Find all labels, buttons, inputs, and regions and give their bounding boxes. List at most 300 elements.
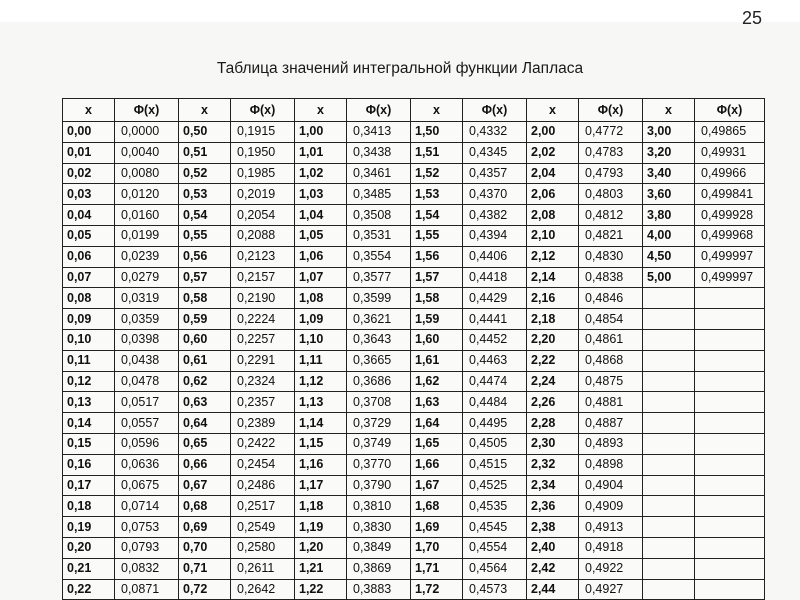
phi-value-cell: 0,2088: [231, 225, 295, 246]
phi-value-cell: 0,4545: [463, 517, 527, 538]
x-value-cell: 2,36: [527, 496, 579, 517]
empty-cell: [643, 371, 695, 392]
x-value-cell: 0,22: [63, 579, 115, 600]
empty-cell: [643, 517, 695, 538]
x-value-cell: 3,80: [643, 205, 695, 226]
phi-value-cell: 0,3438: [347, 142, 411, 163]
x-value-cell: 1,06: [295, 246, 347, 267]
x-value-cell: 0,08: [63, 288, 115, 309]
phi-value-cell: 0,4861: [579, 329, 643, 350]
x-value-cell: 0,52: [179, 163, 231, 184]
table-row: [63, 267, 765, 288]
phi-value-cell: 0,499928: [695, 205, 765, 226]
phi-value-cell: 0,0438: [115, 350, 179, 371]
x-value-cell: 1,13: [295, 392, 347, 413]
phi-value-cell: 0,4357: [463, 163, 527, 184]
x-value-cell: 1,11: [295, 350, 347, 371]
phi-value-cell: 0,49966: [695, 163, 765, 184]
empty-cell: [695, 392, 765, 413]
column-header-phi: Φ(x): [463, 99, 527, 122]
phi-value-cell: 0,2642: [231, 579, 295, 600]
empty-cell: [643, 329, 695, 350]
x-value-cell: 1,53: [411, 184, 463, 205]
x-value-cell: 0,01: [63, 142, 115, 163]
x-value-cell: 0,04: [63, 205, 115, 226]
phi-value-cell: 0,2257: [231, 329, 295, 350]
phi-value-cell: 0,3790: [347, 475, 411, 496]
x-value-cell: 0,18: [63, 496, 115, 517]
empty-cell: [643, 475, 695, 496]
x-value-cell: 0,00: [63, 122, 115, 143]
x-value-cell: 2,12: [527, 246, 579, 267]
phi-value-cell: 0,2517: [231, 496, 295, 517]
phi-value-cell: 0,1950: [231, 142, 295, 163]
phi-value-cell: 0,4564: [463, 558, 527, 579]
phi-value-cell: 0,3849: [347, 537, 411, 558]
phi-value-cell: 0,2324: [231, 371, 295, 392]
phi-value-cell: 0,4887: [579, 413, 643, 434]
phi-value-cell: 0,499997: [695, 246, 765, 267]
phi-value-cell: 0,3686: [347, 371, 411, 392]
phi-value-cell: 0,2486: [231, 475, 295, 496]
phi-value-cell: 0,3749: [347, 433, 411, 454]
table-row: [63, 454, 765, 475]
phi-value-cell: 0,3461: [347, 163, 411, 184]
empty-cell: [695, 413, 765, 434]
phi-value-cell: 0,0279: [115, 267, 179, 288]
x-value-cell: 0,06: [63, 246, 115, 267]
empty-cell: [695, 517, 765, 538]
x-value-cell: 0,56: [179, 246, 231, 267]
phi-value-cell: 0,4554: [463, 537, 527, 558]
table-row: [63, 288, 765, 309]
phi-value-cell: 0,0478: [115, 371, 179, 392]
table-header-row: [63, 99, 765, 122]
phi-value-cell: 0,3621: [347, 309, 411, 330]
column-header-phi: Φ(x): [115, 99, 179, 122]
phi-value-cell: 0,49931: [695, 142, 765, 163]
x-value-cell: 2,00: [527, 122, 579, 143]
phi-value-cell: 0,0040: [115, 142, 179, 163]
table-row: [63, 537, 765, 558]
x-value-cell: 1,00: [295, 122, 347, 143]
x-value-cell: 1,16: [295, 454, 347, 475]
x-value-cell: 1,64: [411, 413, 463, 434]
x-value-cell: 1,72: [411, 579, 463, 600]
x-value-cell: 2,44: [527, 579, 579, 600]
table-row: [63, 309, 765, 330]
phi-value-cell: 0,4463: [463, 350, 527, 371]
x-value-cell: 1,15: [295, 433, 347, 454]
phi-value-cell: 0,499841: [695, 184, 765, 205]
empty-cell: [643, 537, 695, 558]
phi-value-cell: 0,4573: [463, 579, 527, 600]
table-row: [63, 371, 765, 392]
x-value-cell: 1,08: [295, 288, 347, 309]
table-row: [63, 413, 765, 434]
x-value-cell: 0,66: [179, 454, 231, 475]
empty-cell: [695, 309, 765, 330]
x-value-cell: 0,57: [179, 267, 231, 288]
phi-value-cell: 0,0359: [115, 309, 179, 330]
table-row: [63, 142, 765, 163]
phi-value-cell: 0,4922: [579, 558, 643, 579]
x-value-cell: 0,69: [179, 517, 231, 538]
table-row: [63, 579, 765, 600]
x-value-cell: 1,67: [411, 475, 463, 496]
x-value-cell: 1,63: [411, 392, 463, 413]
column-header-x: x: [295, 99, 347, 122]
column-header-phi: Φ(x): [347, 99, 411, 122]
phi-value-cell: 0,0832: [115, 558, 179, 579]
x-value-cell: 1,55: [411, 225, 463, 246]
x-value-cell: 2,34: [527, 475, 579, 496]
phi-value-cell: 0,3485: [347, 184, 411, 205]
x-value-cell: 0,07: [63, 267, 115, 288]
phi-value-cell: 0,4868: [579, 350, 643, 371]
phi-value-cell: 0,3413: [347, 122, 411, 143]
phi-value-cell: 0,4332: [463, 122, 527, 143]
table-title: Таблица значений интегральной функции Лапласа: [216, 60, 584, 77]
x-value-cell: 1,50: [411, 122, 463, 143]
x-value-cell: 1,09: [295, 309, 347, 330]
x-value-cell: 1,66: [411, 454, 463, 475]
phi-value-cell: 0,0398: [115, 329, 179, 350]
table-row: [63, 246, 765, 267]
phi-value-cell: 0,3830: [347, 517, 411, 538]
x-value-cell: 2,10: [527, 225, 579, 246]
phi-value-cell: 0,1985: [231, 163, 295, 184]
phi-value-cell: 0,0793: [115, 537, 179, 558]
phi-value-cell: 0,3729: [347, 413, 411, 434]
x-value-cell: 0,62: [179, 371, 231, 392]
x-value-cell: 2,16: [527, 288, 579, 309]
phi-value-cell: 0,499997: [695, 267, 765, 288]
x-value-cell: 0,50: [179, 122, 231, 143]
table-row: [63, 329, 765, 350]
table-row: [63, 433, 765, 454]
empty-cell: [695, 537, 765, 558]
x-value-cell: 1,20: [295, 537, 347, 558]
x-value-cell: 1,54: [411, 205, 463, 226]
empty-cell: [695, 475, 765, 496]
x-value-cell: 0,61: [179, 350, 231, 371]
phi-value-cell: 0,2611: [231, 558, 295, 579]
x-value-cell: 0,20: [63, 537, 115, 558]
empty-cell: [643, 454, 695, 475]
phi-value-cell: 0,49865: [695, 122, 765, 143]
x-value-cell: 2,14: [527, 267, 579, 288]
phi-value-cell: 0,4525: [463, 475, 527, 496]
phi-value-cell: 0,4394: [463, 225, 527, 246]
phi-value-cell: 0,4345: [463, 142, 527, 163]
x-value-cell: 3,40: [643, 163, 695, 184]
x-value-cell: 0,65: [179, 433, 231, 454]
phi-value-cell: 0,4854: [579, 309, 643, 330]
x-value-cell: 1,01: [295, 142, 347, 163]
x-value-cell: 1,60: [411, 329, 463, 350]
x-value-cell: 1,57: [411, 267, 463, 288]
x-value-cell: 1,62: [411, 371, 463, 392]
x-value-cell: 2,26: [527, 392, 579, 413]
column-header-x: x: [527, 99, 579, 122]
empty-cell: [643, 392, 695, 413]
column-header-x: x: [643, 99, 695, 122]
x-value-cell: 0,67: [179, 475, 231, 496]
x-value-cell: 2,24: [527, 371, 579, 392]
phi-value-cell: 0,3810: [347, 496, 411, 517]
x-value-cell: 1,12: [295, 371, 347, 392]
table-row: [63, 517, 765, 538]
x-value-cell: 0,17: [63, 475, 115, 496]
phi-value-cell: 0,0120: [115, 184, 179, 205]
x-value-cell: 0,12: [63, 371, 115, 392]
phi-value-cell: 0,4505: [463, 433, 527, 454]
phi-value-cell: 0,0319: [115, 288, 179, 309]
phi-value-cell: 0,2422: [231, 433, 295, 454]
x-value-cell: 0,58: [179, 288, 231, 309]
phi-value-cell: 0,2190: [231, 288, 295, 309]
phi-value-cell: 0,2454: [231, 454, 295, 475]
x-value-cell: 2,42: [527, 558, 579, 579]
phi-value-cell: 0,4406: [463, 246, 527, 267]
empty-cell: [695, 496, 765, 517]
x-value-cell: 0,70: [179, 537, 231, 558]
x-value-cell: 1,68: [411, 496, 463, 517]
x-value-cell: 0,02: [63, 163, 115, 184]
phi-value-cell: 0,0080: [115, 163, 179, 184]
empty-cell: [695, 288, 765, 309]
phi-value-cell: 0,2157: [231, 267, 295, 288]
phi-value-cell: 0,3665: [347, 350, 411, 371]
x-value-cell: 2,28: [527, 413, 579, 434]
x-value-cell: 0,55: [179, 225, 231, 246]
phi-value-cell: 0,3531: [347, 225, 411, 246]
x-value-cell: 2,32: [527, 454, 579, 475]
phi-value-cell: 0,0596: [115, 433, 179, 454]
phi-value-cell: 0,0160: [115, 205, 179, 226]
phi-value-cell: 0,4904: [579, 475, 643, 496]
x-value-cell: 0,05: [63, 225, 115, 246]
phi-value-cell: 0,4535: [463, 496, 527, 517]
empty-cell: [643, 558, 695, 579]
phi-value-cell: 0,4898: [579, 454, 643, 475]
empty-cell: [695, 558, 765, 579]
x-value-cell: 0,15: [63, 433, 115, 454]
table-row: [63, 392, 765, 413]
x-value-cell: 0,03: [63, 184, 115, 205]
phi-value-cell: 0,4484: [463, 392, 527, 413]
phi-value-cell: 0,2389: [231, 413, 295, 434]
x-value-cell: 0,16: [63, 454, 115, 475]
phi-value-cell: 0,4881: [579, 392, 643, 413]
phi-value-cell: 0,2123: [231, 246, 295, 267]
x-value-cell: 2,04: [527, 163, 579, 184]
phi-value-cell: 0,1915: [231, 122, 295, 143]
x-value-cell: 1,18: [295, 496, 347, 517]
phi-value-cell: 0,4495: [463, 413, 527, 434]
x-value-cell: 0,11: [63, 350, 115, 371]
phi-value-cell: 0,4418: [463, 267, 527, 288]
x-value-cell: 2,02: [527, 142, 579, 163]
x-value-cell: 0,63: [179, 392, 231, 413]
phi-value-cell: 0,0753: [115, 517, 179, 538]
x-value-cell: 0,09: [63, 309, 115, 330]
x-value-cell: 2,08: [527, 205, 579, 226]
phi-value-cell: 0,3643: [347, 329, 411, 350]
x-value-cell: 0,10: [63, 329, 115, 350]
x-value-cell: 4,00: [643, 225, 695, 246]
empty-cell: [695, 329, 765, 350]
column-header-phi: Φ(x): [231, 99, 295, 122]
empty-cell: [695, 371, 765, 392]
x-value-cell: 1,61: [411, 350, 463, 371]
phi-value-cell: 0,4772: [579, 122, 643, 143]
phi-value-cell: 0,4909: [579, 496, 643, 517]
x-value-cell: 0,72: [179, 579, 231, 600]
table-row: [63, 184, 765, 205]
x-value-cell: 0,19: [63, 517, 115, 538]
x-value-cell: 2,40: [527, 537, 579, 558]
phi-value-cell: 0,4515: [463, 454, 527, 475]
x-value-cell: 2,18: [527, 309, 579, 330]
phi-value-cell: 0,0636: [115, 454, 179, 475]
x-value-cell: 1,03: [295, 184, 347, 205]
phi-value-cell: 0,3508: [347, 205, 411, 226]
x-value-cell: 0,53: [179, 184, 231, 205]
x-value-cell: 3,60: [643, 184, 695, 205]
x-value-cell: 3,00: [643, 122, 695, 143]
phi-value-cell: 0,4838: [579, 267, 643, 288]
table-row: [63, 496, 765, 517]
column-header-phi: Φ(x): [695, 99, 765, 122]
column-header-x: x: [411, 99, 463, 122]
empty-cell: [695, 454, 765, 475]
phi-value-cell: 0,0714: [115, 496, 179, 517]
x-value-cell: 2,06: [527, 184, 579, 205]
phi-value-cell: 0,2224: [231, 309, 295, 330]
phi-value-cell: 0,4382: [463, 205, 527, 226]
phi-value-cell: 0,2357: [231, 392, 295, 413]
x-value-cell: 1,05: [295, 225, 347, 246]
x-value-cell: 1,19: [295, 517, 347, 538]
phi-value-cell: 0,4452: [463, 329, 527, 350]
phi-value-cell: 0,3883: [347, 579, 411, 600]
phi-value-cell: 0,4927: [579, 579, 643, 600]
x-value-cell: 2,38: [527, 517, 579, 538]
phi-value-cell: 0,2549: [231, 517, 295, 538]
x-value-cell: 1,14: [295, 413, 347, 434]
empty-cell: [643, 433, 695, 454]
x-value-cell: 1,22: [295, 579, 347, 600]
phi-value-cell: 0,0557: [115, 413, 179, 434]
x-value-cell: 1,58: [411, 288, 463, 309]
phi-value-cell: 0,0675: [115, 475, 179, 496]
phi-value-cell: 0,4918: [579, 537, 643, 558]
phi-value-cell: 0,4429: [463, 288, 527, 309]
table-row: [63, 475, 765, 496]
phi-value-cell: 0,3599: [347, 288, 411, 309]
x-value-cell: 1,51: [411, 142, 463, 163]
x-value-cell: 0,68: [179, 496, 231, 517]
laplace-table: [62, 98, 765, 600]
x-value-cell: 1,56: [411, 246, 463, 267]
phi-value-cell: 0,4875: [579, 371, 643, 392]
x-value-cell: 1,70: [411, 537, 463, 558]
table-row: [63, 350, 765, 371]
column-header-x: x: [179, 99, 231, 122]
table-row: [63, 225, 765, 246]
phi-value-cell: 0,4846: [579, 288, 643, 309]
x-value-cell: 0,21: [63, 558, 115, 579]
phi-value-cell: 0,3770: [347, 454, 411, 475]
phi-value-cell: 0,3869: [347, 558, 411, 579]
column-header-x: x: [63, 99, 115, 122]
x-value-cell: 2,22: [527, 350, 579, 371]
x-value-cell: 0,54: [179, 205, 231, 226]
x-value-cell: 5,00: [643, 267, 695, 288]
column-header-phi: Φ(x): [579, 99, 643, 122]
x-value-cell: 1,69: [411, 517, 463, 538]
phi-value-cell: 0,0517: [115, 392, 179, 413]
x-value-cell: 1,52: [411, 163, 463, 184]
x-value-cell: 0,71: [179, 558, 231, 579]
phi-value-cell: 0,0239: [115, 246, 179, 267]
phi-value-cell: 0,4441: [463, 309, 527, 330]
x-value-cell: 1,04: [295, 205, 347, 226]
table-row: [63, 558, 765, 579]
phi-value-cell: 0,3577: [347, 267, 411, 288]
x-value-cell: 1,59: [411, 309, 463, 330]
x-value-cell: 1,17: [295, 475, 347, 496]
x-value-cell: 0,13: [63, 392, 115, 413]
phi-value-cell: 0,499968: [695, 225, 765, 246]
empty-cell: [643, 309, 695, 330]
x-value-cell: 2,30: [527, 433, 579, 454]
table-row: [63, 122, 765, 143]
empty-cell: [643, 350, 695, 371]
empty-cell: [643, 288, 695, 309]
phi-value-cell: 0,2291: [231, 350, 295, 371]
x-value-cell: 1,10: [295, 329, 347, 350]
empty-cell: [695, 579, 765, 600]
phi-value-cell: 0,4783: [579, 142, 643, 163]
x-value-cell: 2,20: [527, 329, 579, 350]
phi-value-cell: 0,4370: [463, 184, 527, 205]
x-value-cell: 0,51: [179, 142, 231, 163]
phi-value-cell: 0,0871: [115, 579, 179, 600]
phi-value-cell: 0,4793: [579, 163, 643, 184]
x-value-cell: 3,20: [643, 142, 695, 163]
phi-value-cell: 0,4830: [579, 246, 643, 267]
phi-value-cell: 0,4893: [579, 433, 643, 454]
empty-cell: [643, 413, 695, 434]
x-value-cell: 4,50: [643, 246, 695, 267]
phi-value-cell: 0,0199: [115, 225, 179, 246]
x-value-cell: 1,21: [295, 558, 347, 579]
empty-cell: [643, 496, 695, 517]
phi-value-cell: 0,0000: [115, 122, 179, 143]
x-value-cell: 1,71: [411, 558, 463, 579]
phi-value-cell: 0,2580: [231, 537, 295, 558]
phi-value-cell: 0,3554: [347, 246, 411, 267]
phi-value-cell: 0,2054: [231, 205, 295, 226]
empty-cell: [695, 350, 765, 371]
empty-cell: [643, 579, 695, 600]
phi-value-cell: 0,2019: [231, 184, 295, 205]
page-number: 25: [741, 8, 762, 28]
x-value-cell: 0,64: [179, 413, 231, 434]
